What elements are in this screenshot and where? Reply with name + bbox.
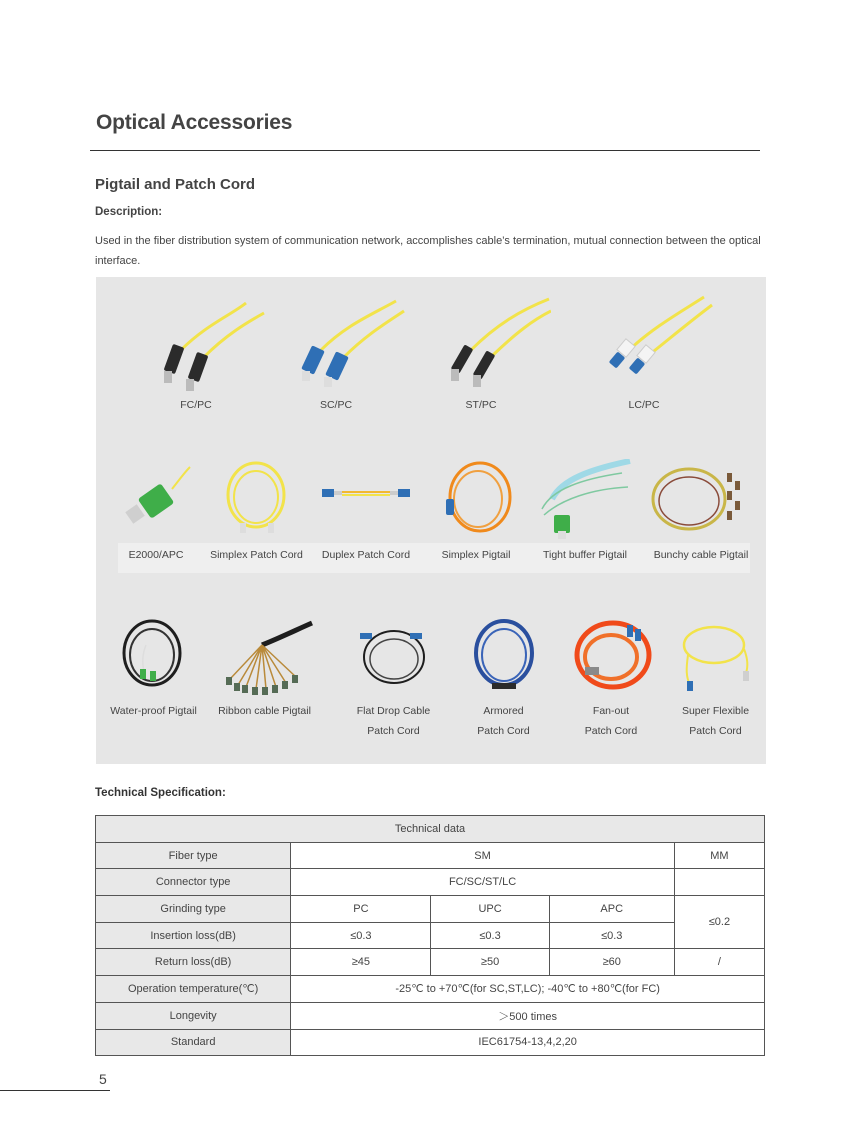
table-row xyxy=(96,816,765,843)
table-cell: UPC xyxy=(431,896,549,923)
gallery-item-super-flexible-patch-cord xyxy=(668,615,763,741)
table-row xyxy=(96,842,765,869)
table-row xyxy=(96,922,765,949)
sc-pc-connector-icon xyxy=(266,295,406,395)
table-cell: ≥45 xyxy=(291,949,431,976)
gallery-caption: ST/PC xyxy=(465,399,497,411)
gallery-item-ribbon-cable-pigtail xyxy=(212,615,317,721)
table-cell: SM xyxy=(291,842,675,869)
title-divider xyxy=(90,150,760,151)
spec-label: Technical Specification: xyxy=(95,787,226,799)
gallery-caption: Water-proof Pigtail xyxy=(110,705,197,717)
gallery-caption: Super Flexible xyxy=(681,705,750,717)
row-label: Fiber type xyxy=(96,842,291,869)
gallery-item-tight-buffer-pigtail xyxy=(532,459,638,565)
super-flexible-patch-cord-icon xyxy=(668,615,763,701)
row-label: Standard xyxy=(96,1029,291,1056)
gallery-caption: Flat Drop Cable xyxy=(356,705,431,717)
flat-drop-cable-icon xyxy=(346,615,441,701)
table-cell: FC/SC/ST/LC xyxy=(291,869,675,896)
gallery-caption-line2: Patch Cord xyxy=(584,725,638,737)
armored-patch-cord-icon xyxy=(456,615,551,701)
table-cell: ≤0.3 xyxy=(291,922,431,949)
page-title: Optical Accessories xyxy=(96,111,293,134)
table-cell: ≤0.3 xyxy=(549,922,674,949)
product-gallery xyxy=(96,277,766,764)
gallery-item-fan-out-patch-cord xyxy=(561,615,661,741)
table-cell: ≥60 xyxy=(549,949,674,976)
ribbon-cable-pigtail-icon xyxy=(212,615,317,701)
row-label: Grinding type xyxy=(96,896,291,923)
table-cell: ≤0.3 xyxy=(431,922,549,949)
table-cell: IEC61754-13,4,2,20 xyxy=(291,1029,765,1056)
e2000-apc-connector-icon xyxy=(114,459,198,545)
gallery-item-flat-drop-cable xyxy=(346,615,441,741)
table-cell: PC xyxy=(291,896,431,923)
gallery-caption: Simplex Pigtail xyxy=(441,549,511,561)
gallery-caption-line2: Patch Cord xyxy=(689,725,742,737)
water-proof-pigtail-icon xyxy=(106,615,201,701)
gallery-item-e2000-apc xyxy=(114,459,198,565)
fc-pc-connector-icon xyxy=(126,295,266,395)
table-row xyxy=(96,949,765,976)
gallery-item-simplex-pigtail xyxy=(426,459,526,565)
table-cell: APC xyxy=(549,896,674,923)
page-number: 5 xyxy=(99,1071,107,1087)
gallery-caption: LC/PC xyxy=(628,399,660,411)
gallery-item-duplex-patch-cord xyxy=(314,459,418,565)
gallery-caption: Armored xyxy=(483,705,524,717)
fan-out-patch-cord-icon xyxy=(561,615,661,701)
gallery-item-sc-pc xyxy=(266,295,406,415)
gallery-item-armored-patch-cord xyxy=(456,615,551,741)
gallery-caption: Ribbon cable Pigtail xyxy=(218,705,311,717)
section-title: Pigtail and Patch Cord xyxy=(95,176,256,193)
gallery-caption: SC/PC xyxy=(319,399,353,411)
gallery-caption: FC/PC xyxy=(180,399,212,411)
row-label: Longevity xyxy=(96,1002,291,1029)
gallery-item-simplex-patch-cord xyxy=(204,459,309,565)
gallery-caption-line2: Patch Cord xyxy=(477,725,530,737)
gallery-caption: Fan-out xyxy=(592,705,630,717)
row-label: Insertion loss(dB) xyxy=(96,922,291,949)
gallery-caption-line2: Patch Cord xyxy=(367,725,420,737)
simplex-pigtail-icon xyxy=(426,459,526,545)
table-cell xyxy=(674,869,764,896)
table-cell: / xyxy=(674,949,764,976)
gallery-item-bunchy-cable-pigtail xyxy=(641,459,761,565)
table-row xyxy=(96,896,765,923)
table-cell: ＞500 times xyxy=(291,1002,765,1029)
table-row xyxy=(96,1002,765,1029)
footer-divider xyxy=(0,1090,110,1091)
table-cell: ≤0.2 xyxy=(674,896,764,949)
gallery-item-fc-pc xyxy=(126,295,266,415)
gallery-caption: E2000/APC xyxy=(128,549,184,561)
description-label: Description: xyxy=(95,206,163,218)
bunchy-cable-pigtail-icon xyxy=(641,459,761,545)
lc-pc-connector-icon xyxy=(574,295,714,395)
gallery-item-lc-pc xyxy=(574,295,714,415)
table-row xyxy=(96,976,765,1003)
st-pc-connector-icon xyxy=(411,295,551,395)
description-text: Used in the fiber distribution system of communication network, accomplishes cable’s termination, mutual connection between the optical interface. xyxy=(95,235,761,267)
gallery-caption: Tight buffer Pigtail xyxy=(542,549,628,561)
tight-buffer-pigtail-icon xyxy=(532,459,638,545)
gallery-item-water-proof-pigtail xyxy=(106,615,201,721)
gallery-item-st-pc xyxy=(411,295,551,415)
row-label: Connector type xyxy=(96,869,291,896)
table-header: Technical data xyxy=(96,816,765,843)
simplex-patch-cord-icon xyxy=(204,459,309,545)
gallery-caption: Simplex Patch Cord xyxy=(210,549,303,561)
technical-spec-table xyxy=(95,815,765,1056)
duplex-patch-cord-icon xyxy=(314,459,418,545)
gallery-caption: Duplex Patch Cord xyxy=(321,549,411,561)
row-label: Return loss(dB) xyxy=(96,949,291,976)
gallery-caption: Bunchy cable Pigtail xyxy=(653,549,749,561)
row-label: Operation temperature(℃) xyxy=(96,976,291,1003)
table-cell: MM xyxy=(674,842,764,869)
table-cell: -25℃ to +70℃(for SC,ST,LC); -40℃ to +80℃(for FC) xyxy=(291,976,765,1003)
table-row xyxy=(96,1029,765,1056)
table-cell: ≥50 xyxy=(431,949,549,976)
table-row xyxy=(96,869,765,896)
